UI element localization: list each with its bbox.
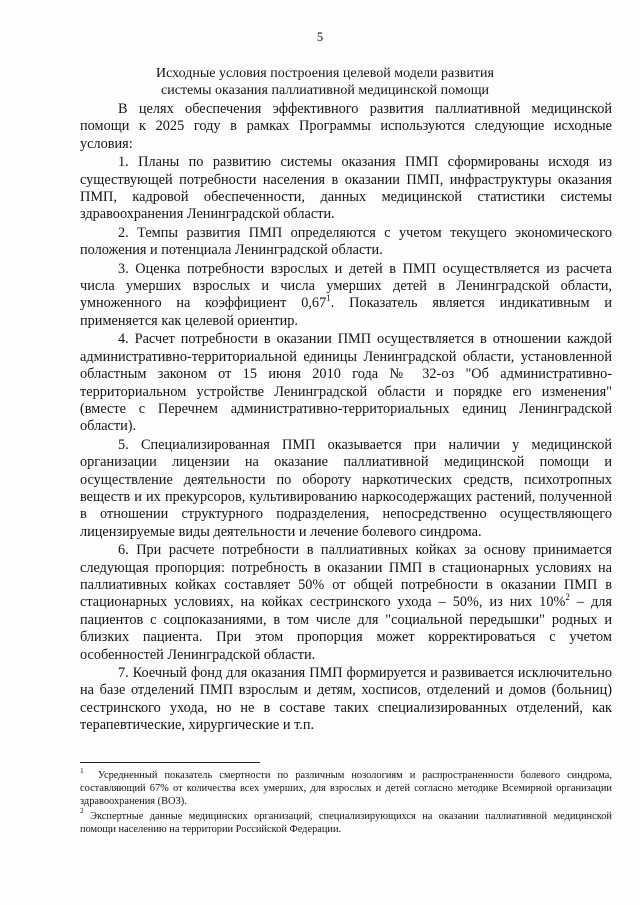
section-title: [80, 65, 570, 99]
footnote-ref-1: 1: [326, 292, 331, 303]
document-body: [80, 101, 612, 735]
section-title-line-1: Исходные условия построения целевой модели развития: [156, 66, 494, 81]
condition-item-6-text-cont: – для пациентов с соцпоказаниями, в том числе для "социальной передышки" родных и близких пациента. При этом пропорция может корректироваться с учетом особенностей Ленинградской области.: [80, 594, 612, 663]
footnote-1-text: Усредненный показатель смертности по различным нозологиям и распространенности болевого синдрома, составляющий 67% от количества всех умерших, для взрослых и детей согласно методике Всемирной организации здравоохранения (ВОЗ).: [80, 770, 612, 808]
condition-item-3: [80, 261, 612, 331]
condition-item-6: [80, 542, 612, 664]
footnote-ref-2: 2: [565, 591, 570, 602]
footnote-divider: [80, 762, 260, 763]
condition-item-3-text: 3. Оценка потребности взрослых и детей в ПМП осуществляется из расчета числа умерших взрослых и числа умерших детей в Ленинградской области, умноженного на коэффициент 0,67: [80, 260, 612, 312]
condition-item-3-text-cont: . Показатель является индикативным и применяется как целевой ориентир.: [80, 295, 612, 329]
intro-paragraph: В целях обеспечения эффективного развития паллиативной медицинской помощи к 2025 году в рамках Программы используются следующие исходные условия:: [80, 101, 612, 152]
footnotes: [80, 765, 612, 837]
footnote-mark-2: 2: [80, 806, 84, 816]
condition-item-2: 2. Темпы развития ПМП определяются с учетом текущего экономического положения и потенциала Ленинградской области.: [80, 224, 612, 259]
condition-item-7: 7. Коечный фонд для оказания ПМП формируется и развивается исключительно на базе отделений ПМП взрослым и детям, хосписов, отделений и домов (больниц) сестринского ухода, но не в составе таких специализированных отделений, как терапевтические, хирургические и т.п.: [80, 665, 612, 734]
footnote-2-text: Экспертные данные медицинских организаций, специализирующихся на оказании паллиативной медицинской помощи населению на территории Российской Федерации.: [80, 810, 612, 835]
condition-item-6-text: 6. При расчете потребности в паллиативных койках за основу принимается следующая пропорция: потребность в оказании ПМП в стационарных условиях на паллиативных койках составляет 50% от общей потребности в оказании ПМП в стационарных условиях, на койках сестринского ухода – 50%, из них 10%: [80, 542, 612, 611]
footnote-1: [80, 765, 612, 809]
footnote-mark-1: 1: [80, 765, 84, 775]
footnote-2: [80, 806, 612, 836]
condition-item-1: 1. Планы по развитию системы оказания ПМП сформированы исходя из существующей потребности населения в оказании ПМП, инфраструктуры оказания ПМП, кадровой обеспеченности, данных медицинской статистики системы здравоохранения Ленинградской области.: [80, 154, 612, 223]
section-title-line-2: системы оказания паллиативной медицинской помощи: [161, 83, 489, 98]
condition-item-4: 4. Расчет потребности в оказании ПМП осуществляется в отношении каждой административно-территориальной единицы Ленинградской области, установленной областным законом от 15 июня 2010 года № 32-оз "Об административно-территориальном устройстве Ленинградской области и порядке его изменения" (вместе с Перечнем административно-территориальных единиц Ленинградской области).: [80, 331, 612, 435]
condition-item-5: 5. Специализированная ПМП оказывается при наличии у медицинской организации лицензии на оказание паллиативной медицинской помощи и осуществление деятельности по обороту наркотических средств, психотропных веществ и их прекурсоров, культивированию наркосодержащих растений, полученной в отношении структурного подразделения, непосредственно осуществляющего лицензируемые виды деятельности и лечение болевого синдрома.: [80, 436, 612, 540]
page-number: 5: [316, 30, 324, 44]
